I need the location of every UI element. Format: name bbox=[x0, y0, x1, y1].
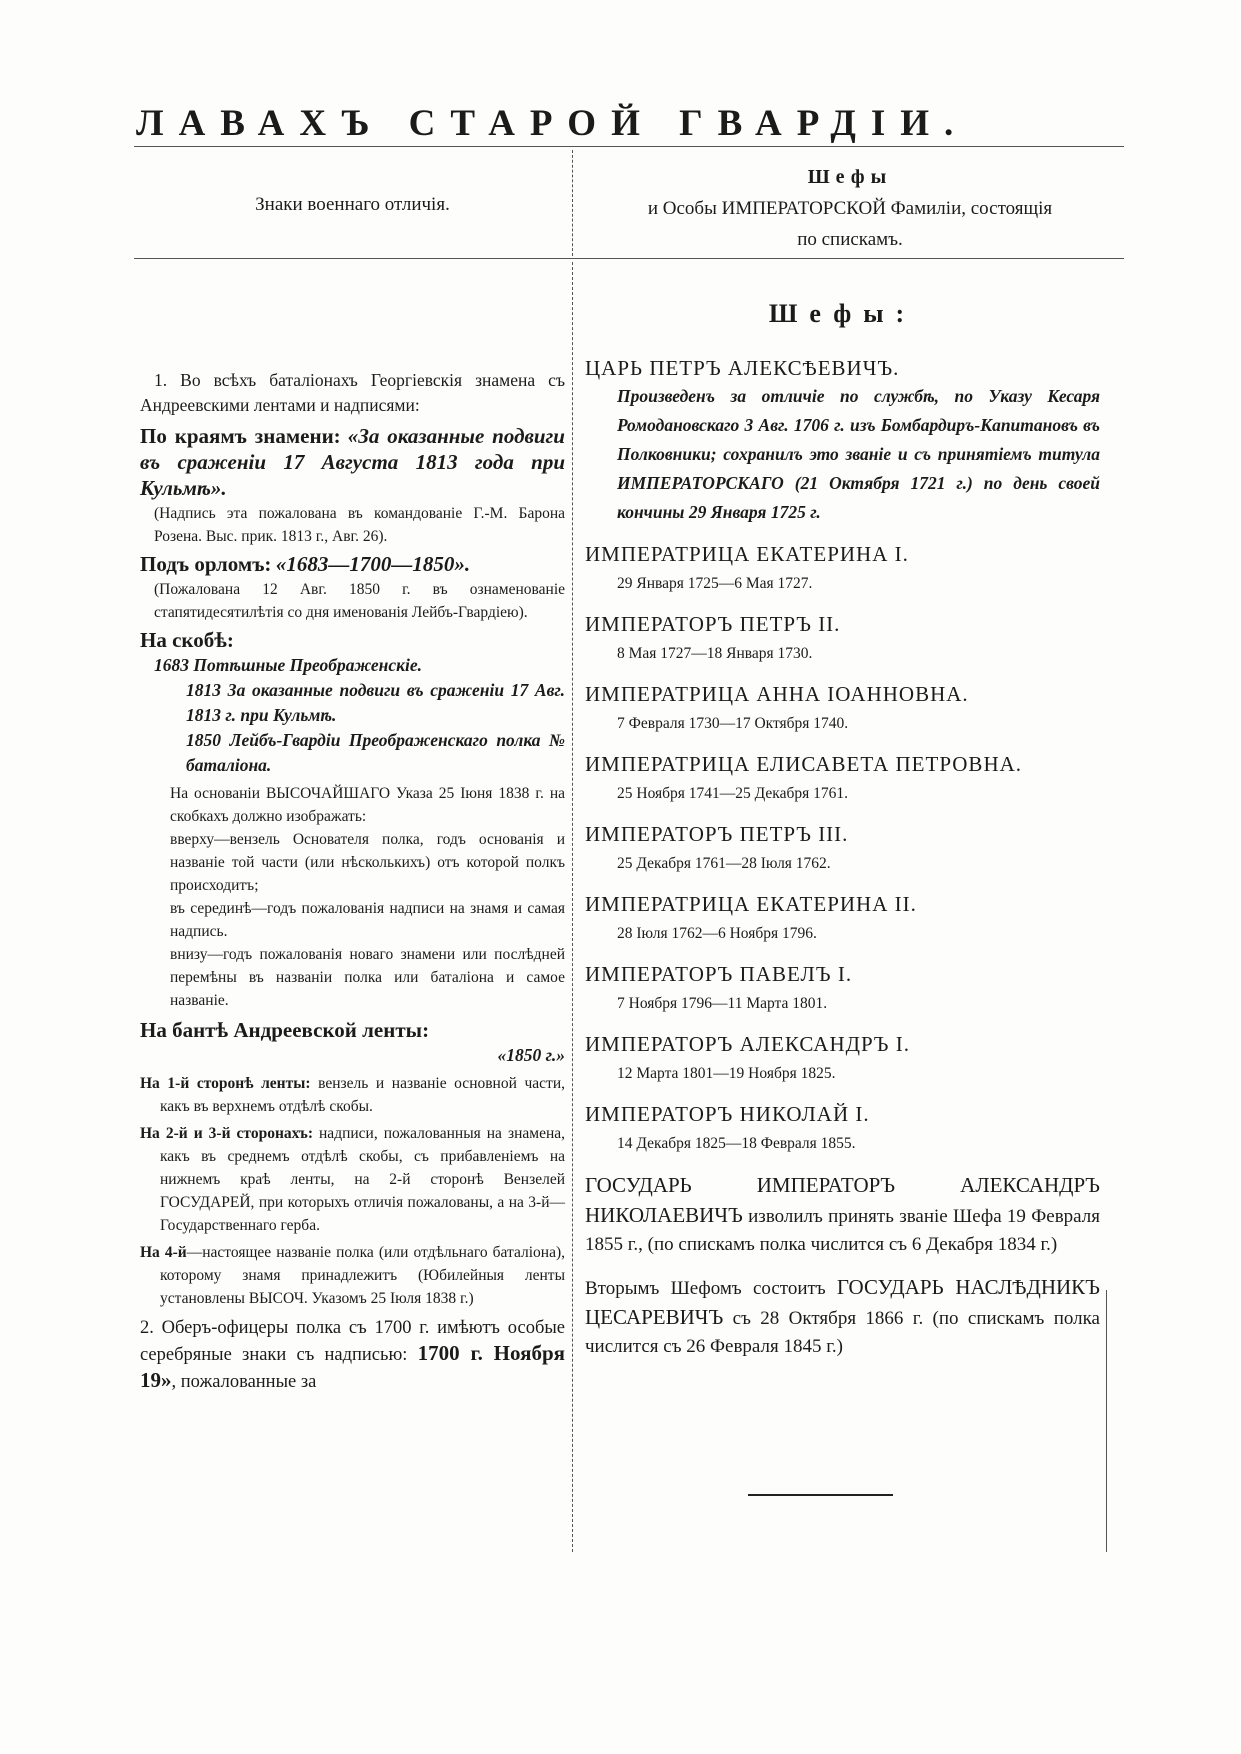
column-divider bbox=[572, 262, 573, 1552]
ruler-dates: 12 Марта 1801—19 Ноября 1825. bbox=[617, 1065, 836, 1082]
running-head: ЛАВАХЪ СТАРОЙ ГВАРДІИ. bbox=[136, 103, 969, 144]
para-2 bbox=[140, 1316, 565, 1395]
side1-text: вензель и названіе основной части, какъ въ верхнемъ отдѣлѣ скобы. bbox=[160, 1075, 565, 1115]
alex-2-para bbox=[585, 1171, 1100, 1259]
ruler-dates: 25 Ноября 1741—25 Декабря 1761. bbox=[617, 785, 849, 802]
ruler-name: ИМПЕРАТОРЪ АЛЕКСАНДРЪ I. bbox=[585, 1032, 910, 1056]
ruler-name: ИМПЕРАТОРЪ НИКОЛАЙ I. bbox=[585, 1102, 870, 1126]
header-rule bbox=[134, 258, 1124, 259]
bracket-1850: 1850 Лейбъ-Гвардіи Преображенскаго полка № баталіона. bbox=[186, 730, 565, 775]
header-left: Знаки военнаго отличія. bbox=[255, 194, 450, 215]
eagle-para bbox=[140, 552, 565, 578]
side23-para bbox=[140, 1122, 565, 1237]
heir-para bbox=[585, 1273, 1100, 1361]
ruler-peter-1: ЦАРЬ ПЕТРЪ АЛЕКСѢЕВИЧЪ. bbox=[585, 356, 900, 380]
side4-para bbox=[140, 1241, 565, 1310]
eagle-text: «1683—1700—1850». bbox=[275, 552, 471, 576]
header-right-line3: по спискамъ. bbox=[797, 229, 903, 250]
ruler-dates: 7 Ноября 1796—11 Марта 1801. bbox=[617, 995, 828, 1012]
decree-middle: въ серединѣ—годъ пожалованія надписи на знамя и самая надпись. bbox=[170, 900, 565, 940]
edges-label: По краямъ знамени: bbox=[140, 424, 341, 448]
ruler-name: ИМПЕРАТОРЪ ПЕТРЪ III. bbox=[585, 822, 849, 846]
side23-text: надписи, пожалованныя на знамена, какъ въ среднемъ отдѣлѣ скобы, съ прибавленіемъ на нижнемъ краѣ ленты, на 2-й сторонѣ Вензелей ГОСУДАРЕЙ, при которыхъ отличія пожалованы, а на 3-й—Государственнаго герба. bbox=[160, 1125, 566, 1234]
bracket-label: На скобѣ: bbox=[140, 628, 234, 652]
heir-start: Вторымъ Шефомъ состоитъ bbox=[585, 1278, 826, 1299]
edges-para bbox=[140, 424, 565, 502]
ruler-name: ИМПЕРАТОРЪ ПЕТРЪ II. bbox=[585, 612, 841, 636]
ruler-name: ИМПЕРАТОРЪ ПАВЕЛЪ I. bbox=[585, 962, 853, 986]
rulers-list bbox=[585, 541, 1100, 1157]
side23-label: На 2-й и 3-й сторонахъ: bbox=[140, 1125, 313, 1142]
peter-1-note: Произведенъ за отличіе по службѣ, по Указу Кесаря Ромодановскаго 3 Авг. 1706 г. изъ Бомбардиръ-Капитановъ въ Полковники; сохранилъ это званіе и съ принятіемъ титула ИМПЕРАТОРСКАГО (21 Октября 1721 г.) по день своей кончины 29 Января 1725 г. bbox=[617, 386, 1100, 522]
eagle-note: (Пожалована 12 Авг. 1850 г. въ ознаменованіе стапятидесятилѣтія со дня именованія Лейбъ-Гвардіею). bbox=[154, 581, 565, 621]
alex-2-name: ГОСУДАРЬ ИМПЕРАТОРЪ АЛЕКСАНДРЪ НИКОЛАЕВИЧЪ bbox=[585, 1173, 1100, 1227]
bracket-1683: 1683 Потѣшные Преображенскіе. bbox=[154, 655, 423, 675]
decree-top: вверху—вензель Основателя полка, годъ основанія и названіе той части (или нѣсколькихъ) отъ которой полкъ происходитъ; bbox=[170, 831, 565, 894]
ruler-dates: 29 Января 1725—6 Мая 1727. bbox=[617, 575, 813, 592]
alex-2-text: изволилъ принять званіе Шефа 19 Февраля 1855 г., (по спискамъ полка числится съ 6 Декабря 1834 г.) bbox=[585, 1206, 1100, 1255]
ruler-dates: 14 Декабря 1825—18 Февраля 1855. bbox=[617, 1135, 856, 1152]
para-2-bold: 1700 г. Ноября 19» bbox=[140, 1341, 566, 1392]
bow-text: «1850 г.» bbox=[497, 1045, 565, 1065]
side4-label: На 4-й bbox=[140, 1244, 187, 1261]
ruler-dates: 25 Декабря 1761—28 Іюля 1762. bbox=[617, 855, 831, 872]
bow-label: На бантѣ Андреевской ленты: bbox=[140, 1018, 430, 1042]
header-right-title: Шефы bbox=[807, 166, 893, 188]
side1-para bbox=[140, 1072, 565, 1118]
edges-note: (Надпись эта пожалована въ командованіе Г.-М. Барона Розена. Выс. прик. 1813 г., Авг. 26). bbox=[154, 505, 565, 545]
ruler-name: ИМПЕРАТРИЦА ЕКАТЕРИНА I. bbox=[585, 542, 909, 566]
bracket-1813: 1813 За оказанные подвиги въ сраженіи 17 Авг. 1813 г. при Кульмѣ. bbox=[186, 680, 565, 725]
side1-label: На 1-й сторонѣ ленты: bbox=[140, 1075, 311, 1092]
ruler-dates: 8 Мая 1727—18 Января 1730. bbox=[617, 645, 813, 662]
ruler-dates: 7 Февраля 1730—17 Октября 1740. bbox=[617, 715, 849, 732]
ruler-name: ИМПЕРАТРИЦА ЕКАТЕРИНА II. bbox=[585, 892, 917, 916]
decree-bottom: внизу—годъ пожалованія новаго знамени или послѣдней перемѣны въ названіи полка или баталіона и самое названіе. bbox=[170, 946, 565, 1009]
header-right bbox=[580, 162, 1120, 255]
para-2-end: , пожалованные за bbox=[171, 1372, 317, 1392]
para-2-start: 2. Оберъ-офицеры полка съ 1700 г. имѣютъ особые серебряные знаки съ надписью: bbox=[140, 1318, 565, 1365]
right-column bbox=[585, 300, 1100, 1361]
decree-para: На основаніи ВЫСОЧАЙШАГО Указа 25 Іюня 1838 г. на скобкахъ должно изображать: bbox=[170, 785, 565, 825]
header-divider bbox=[572, 150, 573, 256]
para-1: 1. Во всѣхъ баталіонахъ Георгіевскія знамена съ Андреевскими лентами и надписями: bbox=[140, 370, 565, 415]
header-right-line2: и Особы ИМПЕРАТОРСКОЙ Фамиліи, состоящія bbox=[647, 198, 1053, 219]
left-column bbox=[140, 368, 565, 1395]
heir-name: ГОСУДАРЬ НАСЛѢДНИКЪ ЦЕСАРЕВИЧЪ bbox=[585, 1275, 1100, 1329]
edges-text: «За оказанные подвиги въ сраженіи 17 Августа 1813 года при Кульмѣ». bbox=[140, 424, 565, 500]
right-edge-rule bbox=[1106, 1290, 1107, 1552]
end-rule bbox=[748, 1494, 893, 1496]
ruler-name: ИМПЕРАТРИЦА ЕЛИСАВЕТА ПЕТРОВНА. bbox=[585, 752, 1023, 776]
ruler-name: ИМПЕРАТРИЦА АННА ІОАННОВНА. bbox=[585, 682, 969, 706]
top-rule bbox=[134, 146, 1124, 147]
heir-text: съ 28 Октября 1866 г. (по спискамъ полка числится съ 26 Февраля 1845 г.) bbox=[585, 1308, 1100, 1357]
shefy-heading: Шефы: bbox=[768, 299, 917, 328]
eagle-label: Подъ орломъ: bbox=[140, 552, 272, 576]
ruler-dates: 28 Іюля 1762—6 Ноября 1796. bbox=[617, 925, 817, 942]
side4-text: —настоящее названіе полка (или отдѣльнаго баталіона), которому знамя принадлежитъ (Юбилейныя ленты установлены ВЫСОЧ. Указомъ 25 Іюля 1838 г.) bbox=[160, 1244, 565, 1307]
